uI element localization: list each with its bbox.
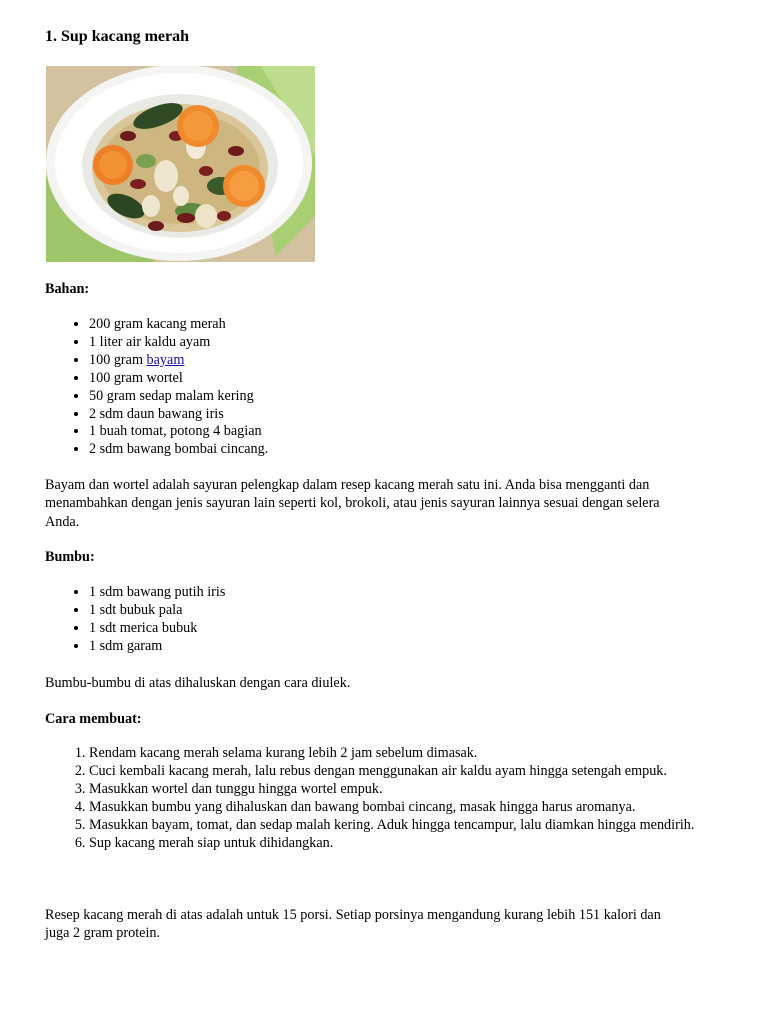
bahan-list	[45, 316, 729, 459]
step-item: 3. Masukkan wortel dan tunggu hingga wortel empuk.	[89, 781, 729, 799]
step-item: 1. Rendam kacang merah selama kurang lebih 2 jam sebelum dimasak.	[89, 745, 729, 763]
list-item: • 1 buah tomat, potong 4 bagian	[89, 423, 729, 441]
recipe-title: 1. Sup kacang merah	[45, 28, 190, 45]
bahan-heading: Bahan:	[45, 281, 90, 297]
bumbu-note: Bumbu-bumbu di atas dihaluskan dengan cara diulek.	[45, 675, 351, 691]
soup-photo	[46, 66, 315, 262]
bumbu-list	[45, 584, 729, 656]
list-item: • 200 gram kacang merah	[89, 316, 729, 334]
list-item: • 1 sdt merica bubuk	[89, 620, 729, 638]
bahan-note: Bayam dan wortel adalah sayuran pelengkap dalam resep kacang merah satu ini. Anda bisa mengganti dan menambahkan dengan jenis sayuran lain seperti kol, brokoli, atau jenis sayuran lainnya sesuai dengan selera Anda.	[45, 477, 660, 530]
list-item: • 2 sdm bawang bombai cincang.	[89, 441, 729, 459]
list-item: • 1 liter air kaldu ayam	[89, 334, 729, 352]
step-item: 4. Masukkan bumbu yang dihaluskan dan bawang bombai cincang, masak hingga harus aromanya.	[89, 799, 729, 817]
list-item: • 1 sdm garam	[89, 638, 729, 656]
step-item: 6. Sup kacang merah siap untuk dihidangkan.	[89, 835, 729, 853]
closing-note: Resep kacang merah di atas adalah untuk 15 porsi. Setiap porsinya mengandung kurang lebih 151 kalori dan juga 2 gram protein.	[45, 907, 661, 942]
list-item	[89, 352, 729, 370]
list-item: • 100 gram wortel	[89, 370, 729, 388]
bayam-link[interactable]: bayam	[146, 351, 185, 368]
list-item: • 1 sdt bubuk pala	[89, 602, 729, 620]
soup-bowl-image	[46, 66, 315, 262]
step-item: 2. Cuci kembali kacang merah, lalu rebus dengan menggunakan air kaldu ayam hingga setengah empuk.	[89, 763, 729, 781]
list-item: • 1 sdm bawang putih iris	[89, 584, 729, 602]
list-item-prefix: 100 gram	[89, 351, 147, 368]
cara-heading: Cara membuat:	[45, 711, 142, 727]
list-item: • 50 gram sedap malam kering	[89, 388, 729, 406]
cara-steps	[45, 745, 729, 852]
step-item: 5. Masukkan bayam, tomat, dan sedap malah kering. Aduk hingga tencampur, lalu diamkan hingga mendirih.	[89, 817, 729, 835]
bumbu-heading: Bumbu:	[45, 549, 95, 565]
list-item: • 2 sdm daun bawang iris	[89, 406, 729, 424]
